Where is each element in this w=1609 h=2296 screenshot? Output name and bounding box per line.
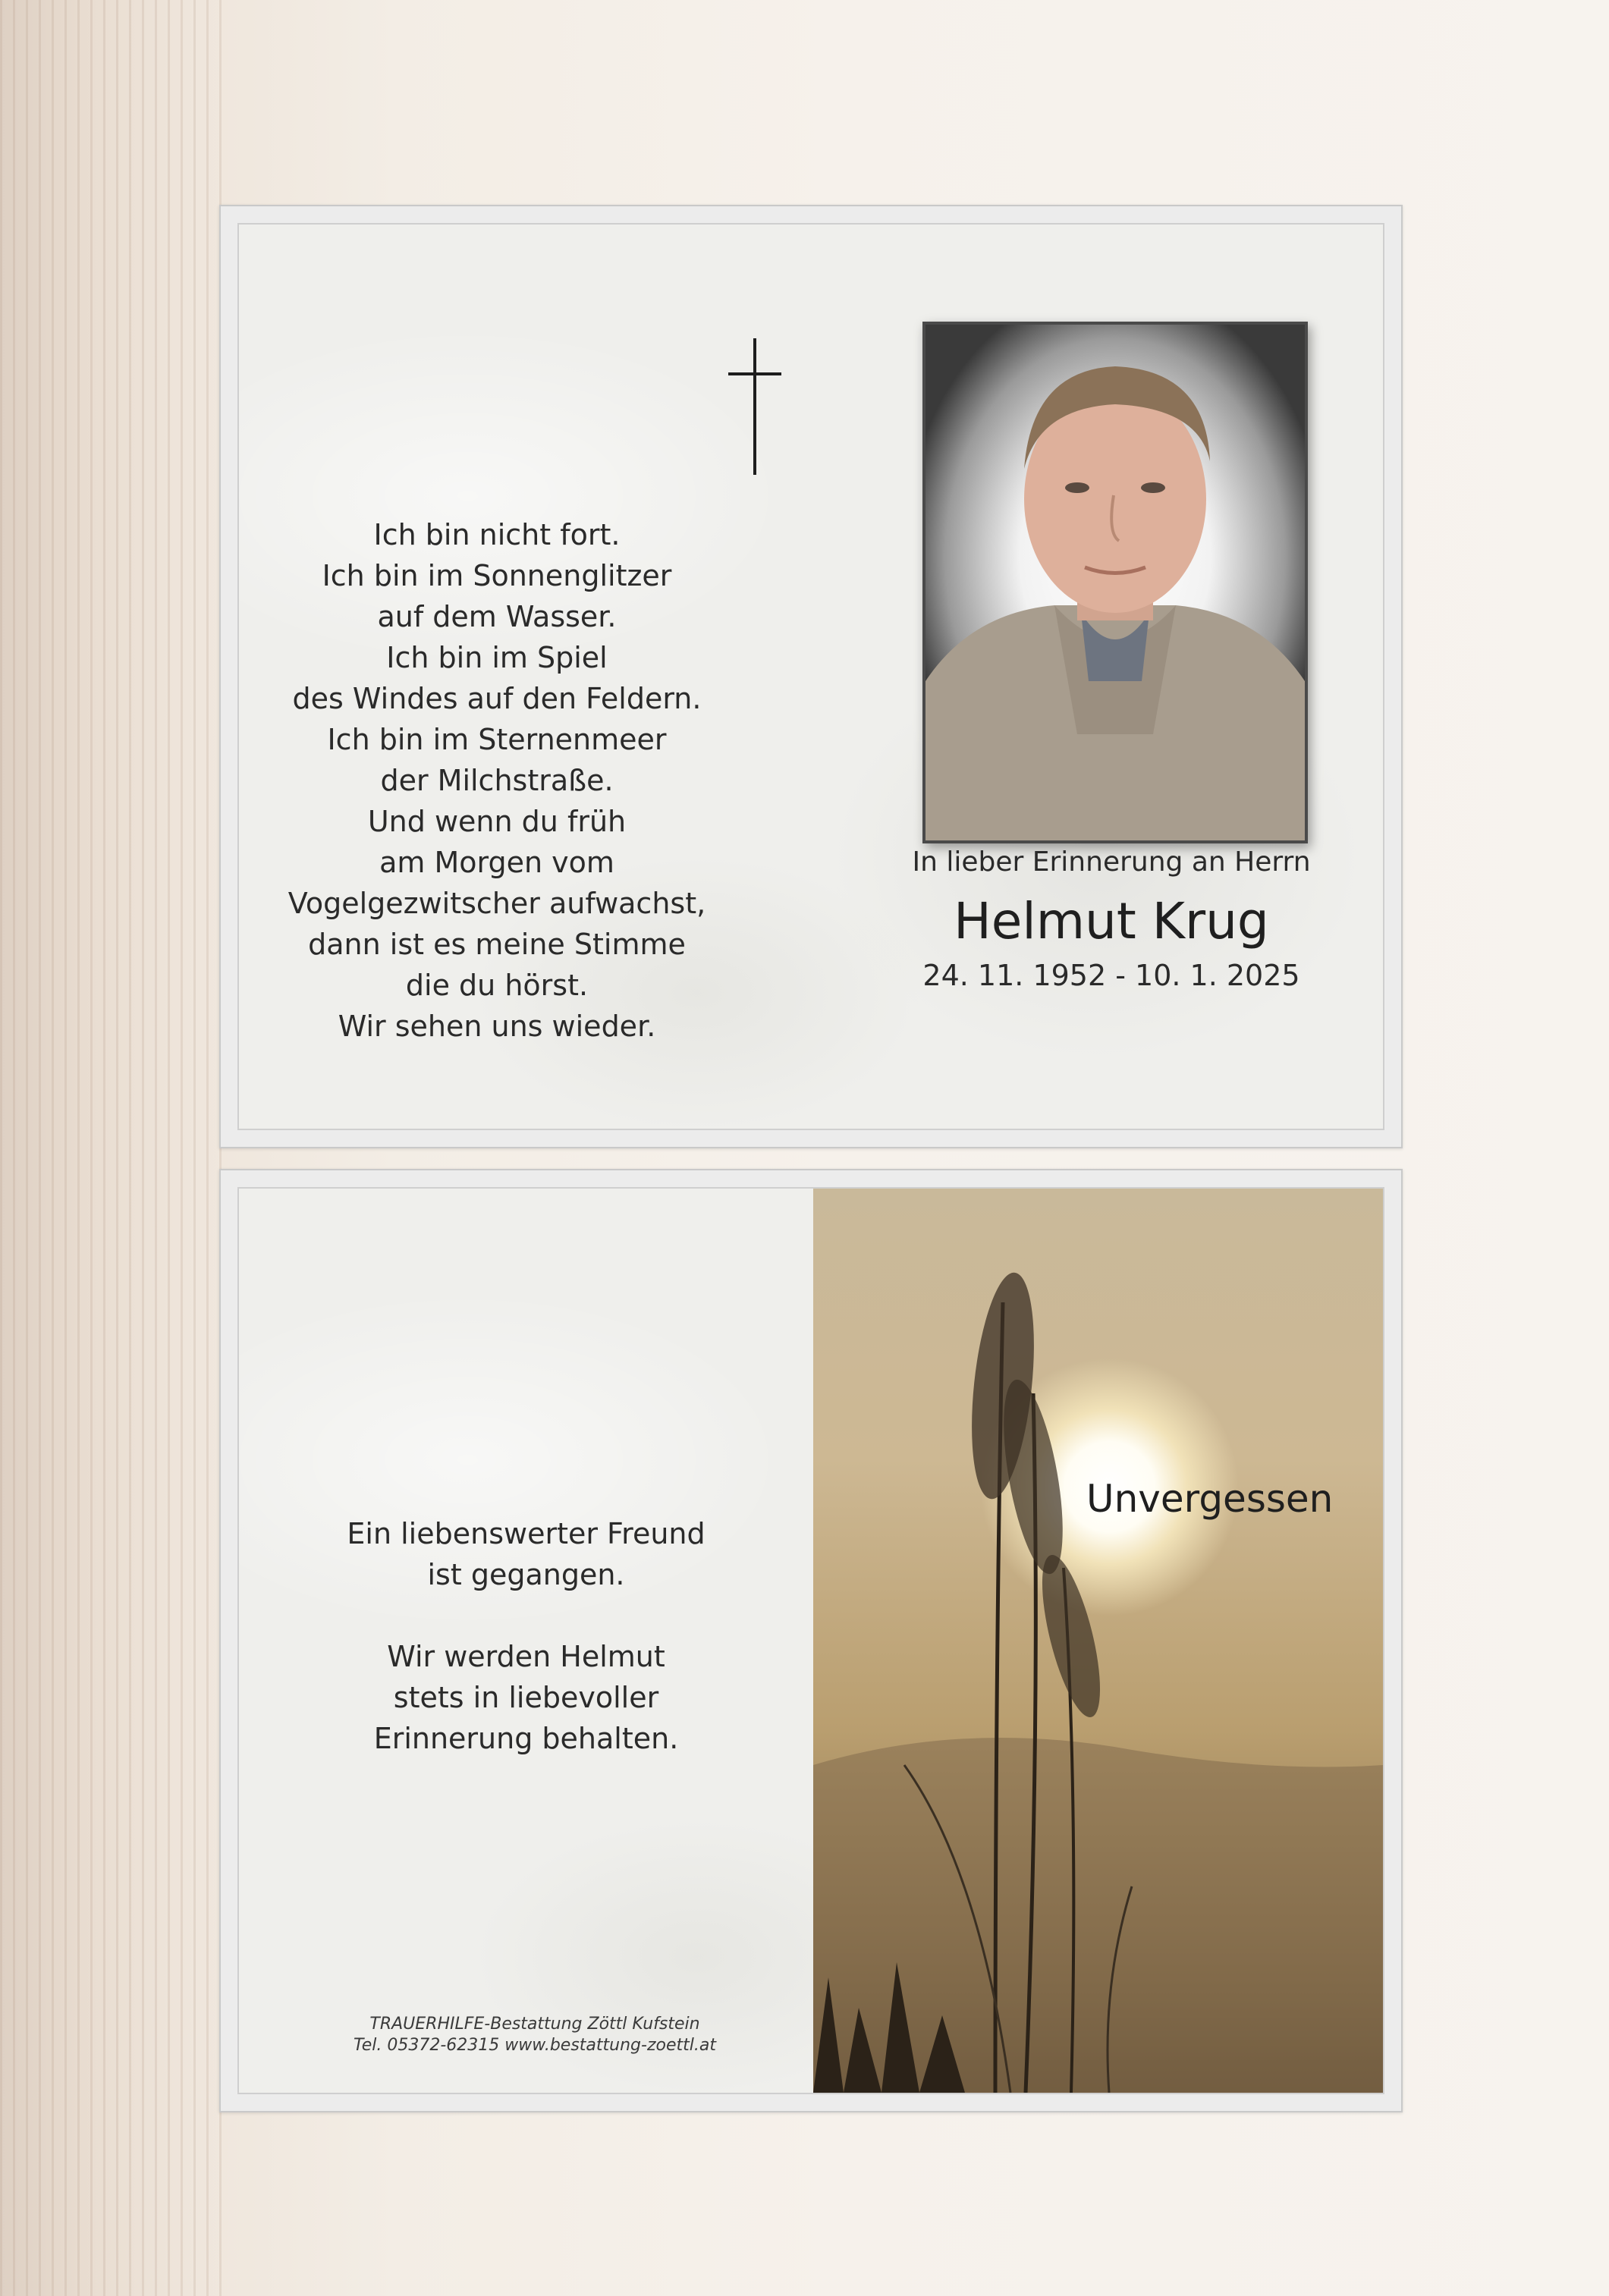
verse-line: dann ist es meine Stimme (308, 928, 686, 961)
verse-line: die du hörst. (405, 969, 589, 1002)
back-text-panel (239, 1189, 813, 2093)
verse-line: Wir sehen uns wieder. (338, 1010, 656, 1043)
sunset-grass-image (813, 1189, 1383, 2093)
verse-line: Ich bin im Sonnenglitzer (322, 559, 672, 592)
verse-line: Ich bin nicht fort. (373, 518, 621, 551)
verse-line: Und wenn du früh (367, 805, 627, 838)
back-card (219, 1169, 1403, 2112)
funeral-home-line: Tel. 05372-62315 www.bestattung-zoettl.at (354, 2036, 716, 2055)
tribute-line: Wir werden Helmut (387, 1640, 665, 1673)
funeral-home-info (300, 2014, 770, 2056)
verse-line: Ich bin im Spiel (386, 641, 608, 674)
tribute-line: Erinnerung behalten. (373, 1722, 679, 1755)
verse-line: der Milchstraße. (380, 764, 614, 797)
headline-unvergessen: Unvergessen (1086, 1477, 1334, 1521)
portrait-photo (922, 322, 1308, 843)
verse-line: Ich bin im Sternenmeer (327, 723, 667, 756)
cross-icon (728, 338, 781, 475)
funeral-home-line: TRAUERHILFE-Bestattung Zöttl Kufstein (369, 2015, 700, 2034)
deceased-name: Helmut Krug (954, 892, 1269, 950)
tribute-text-remembrance (239, 1636, 813, 1759)
grass-silhouette (813, 1189, 1383, 2093)
tribute-line: Ein liebenswerter Freund (347, 1517, 706, 1550)
tribute-line: ist gegangen. (427, 1558, 625, 1591)
front-card (219, 205, 1403, 1148)
portrait-figure (925, 325, 1305, 840)
verse-line: Vogelgezwitscher aufwachst, (288, 887, 706, 920)
tribute-text-friend (239, 1513, 813, 1595)
memory-dedication: In lieber Erinnerung an Herrn (912, 846, 1311, 878)
memorial-verse (284, 514, 709, 1047)
back-card-panel (237, 1187, 1384, 2094)
verse-line: des Windes auf den Feldern. (292, 682, 702, 715)
tribute-line: stets in liebevoller (393, 1681, 659, 1714)
verse-line: am Morgen vom (379, 846, 614, 879)
front-card-panel (237, 223, 1384, 1130)
life-dates: 24. 11. 1952 - 10. 1. 2025 (922, 959, 1300, 992)
wood-grain-background (0, 0, 228, 2296)
verse-line: auf dem Wasser. (377, 600, 617, 633)
